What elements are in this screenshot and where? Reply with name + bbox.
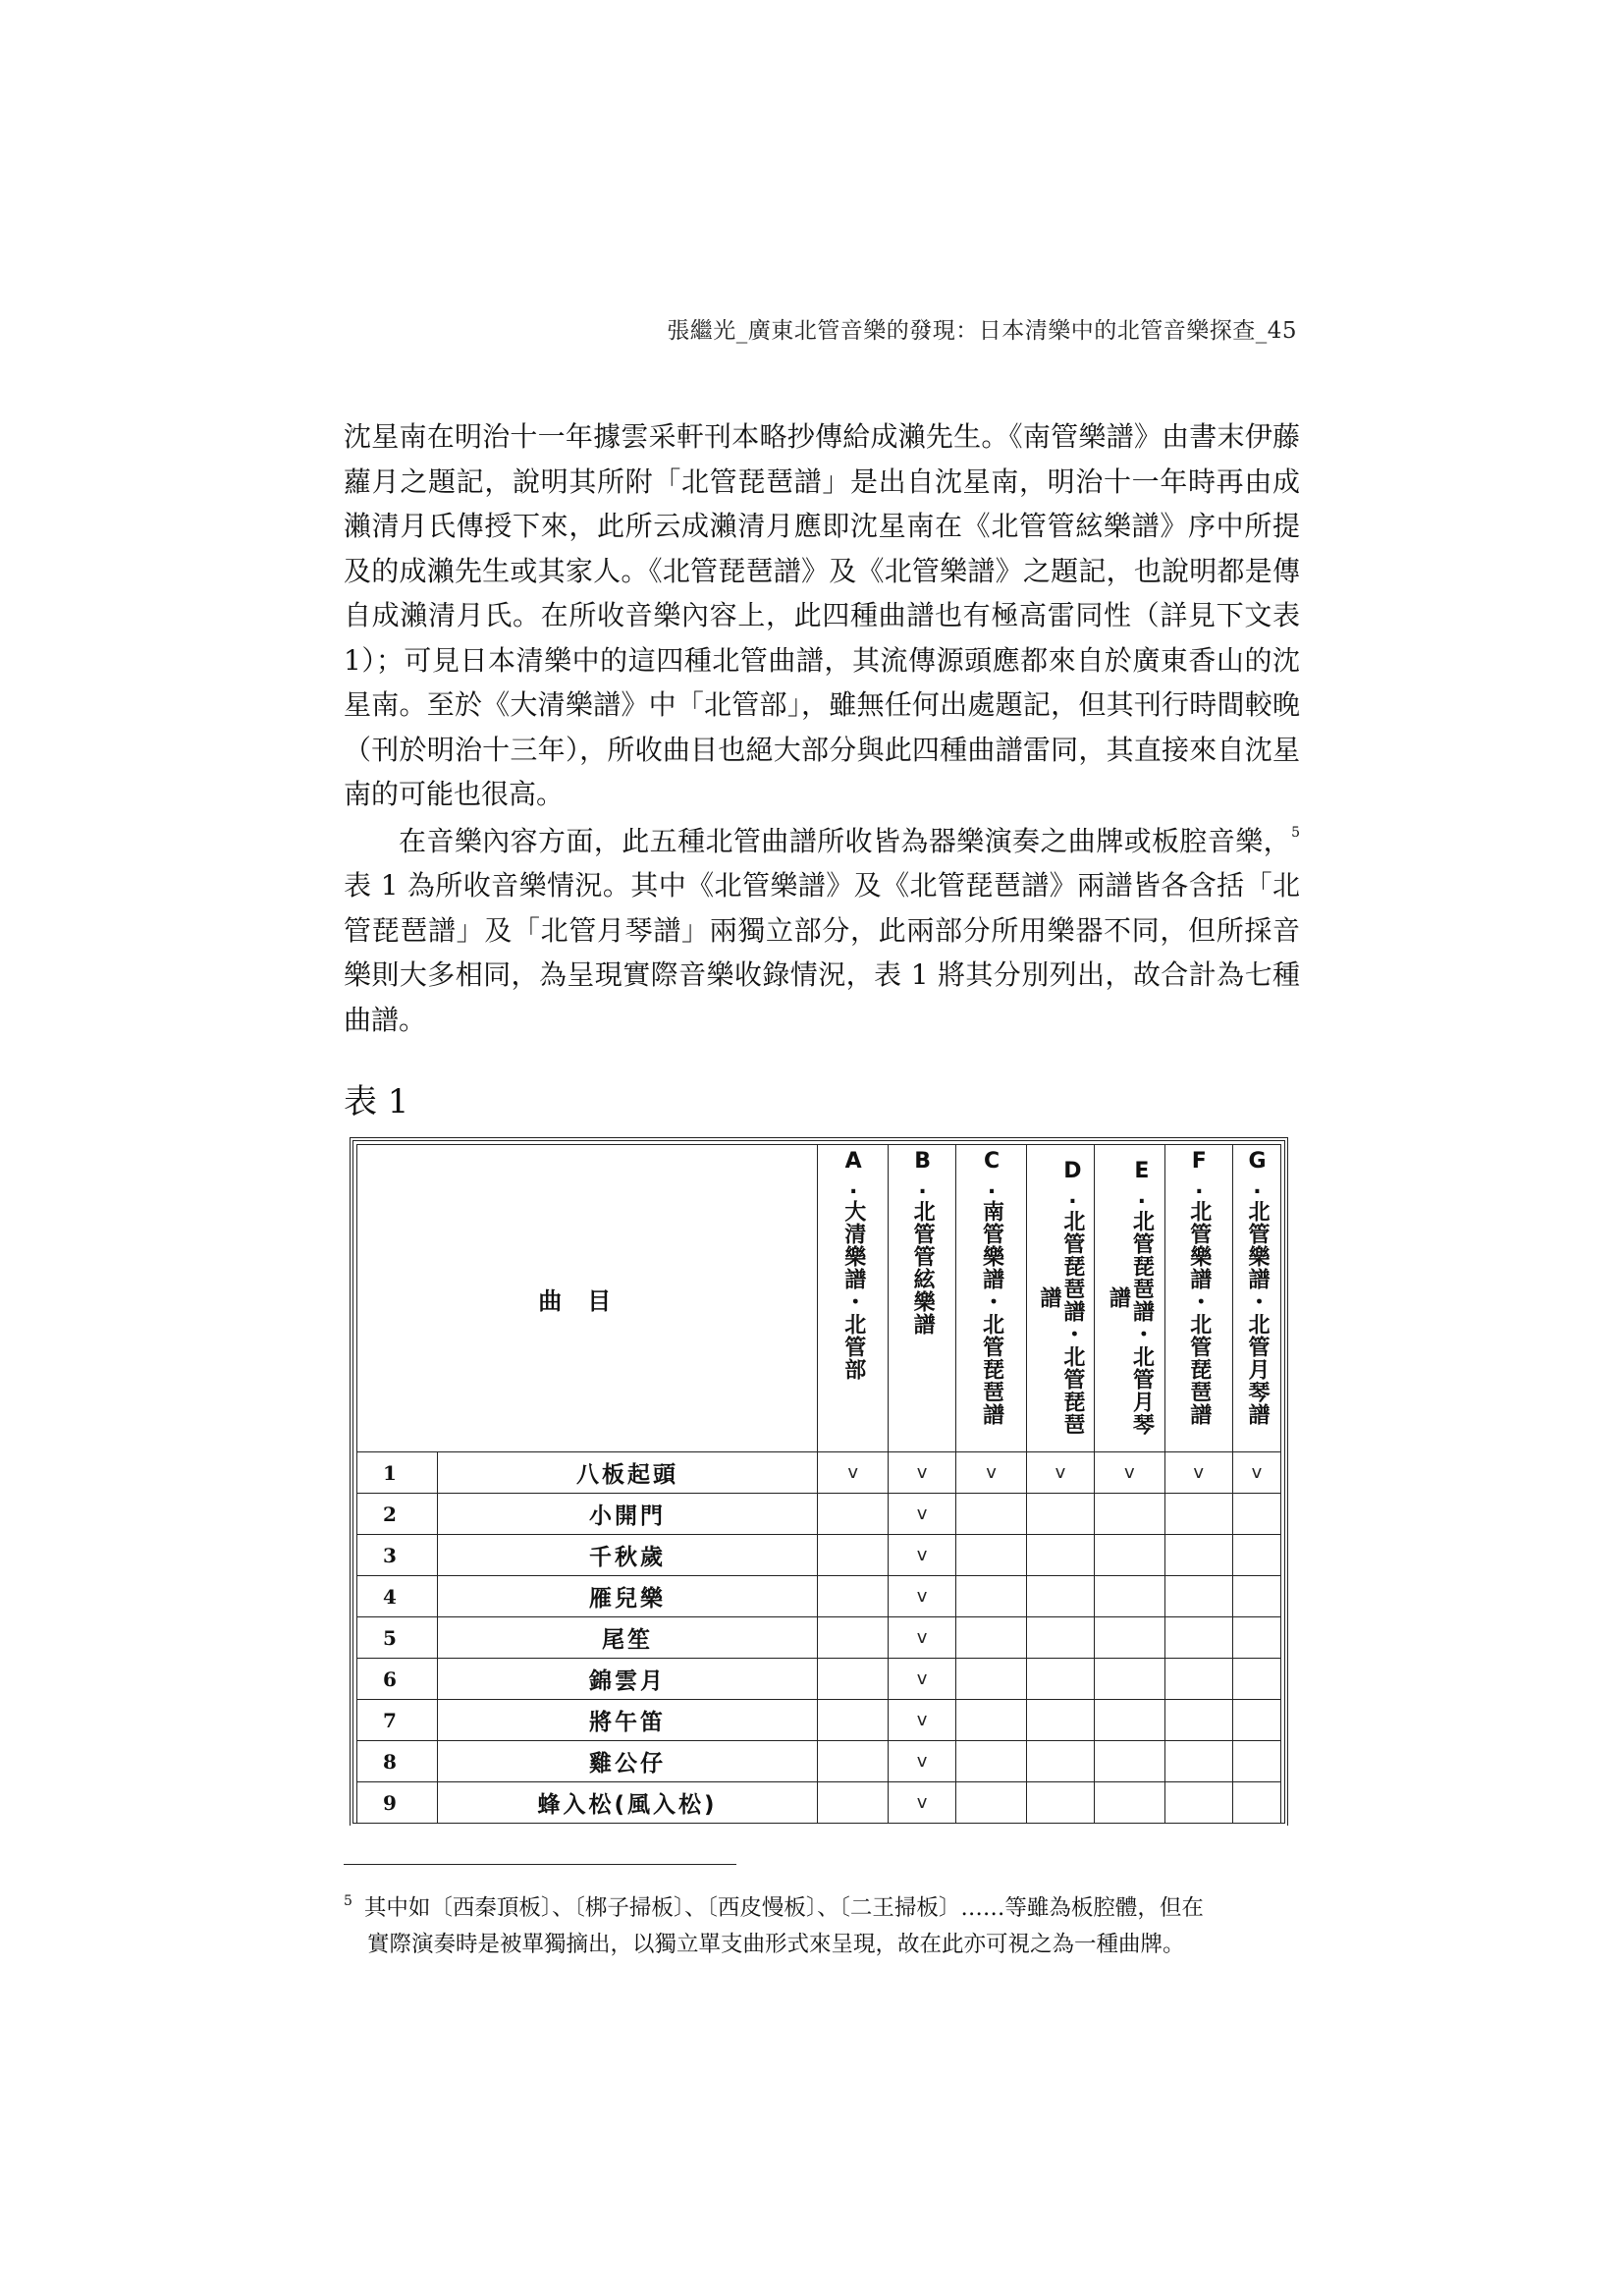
check-mark	[1164, 1617, 1232, 1659]
check-mark	[1164, 1576, 1232, 1617]
piece-name: 雁兒樂	[437, 1576, 818, 1617]
table-frame	[350, 1137, 1288, 1826]
check-mark: v	[956, 1452, 1026, 1494]
check-mark	[1026, 1700, 1094, 1741]
check-mark: v	[888, 1452, 955, 1494]
row-number: 3	[357, 1535, 438, 1576]
piece-name: 八板起頭	[437, 1452, 818, 1494]
check-mark: v	[1164, 1452, 1232, 1494]
check-mark: v	[888, 1700, 955, 1741]
column-header-e: E.北管琵琶譜・北管月琴譜	[1095, 1145, 1164, 1452]
check-mark: v	[1095, 1452, 1164, 1494]
piece-name: 蜂入松(風入松)	[437, 1782, 818, 1824]
check-mark: v	[888, 1535, 955, 1576]
table-row	[357, 1741, 1281, 1782]
check-mark	[1026, 1741, 1094, 1782]
check-mark	[1232, 1576, 1280, 1617]
score-table	[356, 1144, 1281, 1824]
check-mark	[1232, 1782, 1280, 1824]
table-row	[357, 1617, 1281, 1659]
check-mark	[1164, 1659, 1232, 1700]
column-header-g: G.北管樂譜・北管月琴譜	[1232, 1145, 1280, 1452]
column-header-d: D.北管琵琶譜・北管琵琶譜	[1026, 1145, 1094, 1452]
check-mark	[1232, 1700, 1280, 1741]
title-header: 曲目	[357, 1145, 818, 1452]
column-header-a: A.大清樂譜・北管部	[818, 1145, 888, 1452]
check-mark	[1095, 1700, 1164, 1741]
row-number: 2	[357, 1494, 438, 1535]
check-mark	[1026, 1535, 1094, 1576]
running-header: 張繼光_廣東北管音樂的發現：日本清樂中的北管音樂探查_45	[667, 318, 1297, 344]
check-mark	[1164, 1535, 1232, 1576]
check-mark	[1232, 1617, 1280, 1659]
check-mark	[1026, 1659, 1094, 1700]
body-text	[344, 414, 1300, 1042]
table-row	[357, 1700, 1281, 1741]
piece-name: 錦雲月	[437, 1659, 818, 1700]
check-mark: v	[888, 1576, 955, 1617]
check-mark	[818, 1741, 888, 1782]
check-mark	[1026, 1494, 1094, 1535]
check-mark: v	[888, 1617, 955, 1659]
table-row	[357, 1452, 1281, 1494]
paragraph-1: 沈星南在明治十一年據雲采軒刊本略抄傳給成瀨先生。《南管樂譜》由書末伊藤蘿月之題記，說明其所附「北管琵琶譜」是出自沈星南，明治十一年時再由成瀨清月氏傳授下來，此所云成瀨清月應即沈星南在《北管管絃樂譜》序中所提及的成瀨先生或其家人。《北管琵琶譜》及《北管樂譜》之題記，也說明都是傳自成瀨清月氏。在所收音樂內容上，此四種曲譜也有極高雷同性（詳見下文表 1）；可見日本清樂中的這四種北管曲譜，其流傳源頭應都來自於廣東香山的沈星南。至於《大清樂譜》中「北管部」，雖無任何出處題記，但其刊行時間較晚（刊於明治十三年），所收曲目也絕大部分與此四種曲譜雷同，其直接來自沈星南的可能也很高。	[344, 420, 1300, 810]
footnote-rule	[344, 1864, 736, 1865]
check-mark	[1026, 1782, 1094, 1824]
table-row	[357, 1782, 1281, 1824]
check-mark	[956, 1782, 1026, 1824]
check-mark	[818, 1535, 888, 1576]
paragraph-2	[344, 819, 1300, 1043]
check-mark	[1232, 1741, 1280, 1782]
check-mark	[1095, 1741, 1164, 1782]
paragraph-2-text-after: 表 1 為所收音樂情況。其中《北管樂譜》及《北管琵琶譜》兩譜皆各含括「北管琵琶譜」及「北管月琴譜」兩獨立部分，此兩部分所用樂器不同，但所採音樂則大多相同，為呈現實際音樂收錄情況，表 1 將其分別列出，故合計為七種曲譜。	[344, 869, 1300, 1036]
check-mark	[1095, 1576, 1164, 1617]
check-mark	[1164, 1494, 1232, 1535]
table-header-row	[357, 1145, 1281, 1452]
check-mark	[1095, 1617, 1164, 1659]
check-mark: v	[1232, 1452, 1280, 1494]
piece-name: 雞公仔	[437, 1741, 818, 1782]
check-mark	[1232, 1494, 1280, 1535]
table-title: 表 1	[344, 1082, 409, 1121]
check-mark	[956, 1700, 1026, 1741]
check-mark	[1095, 1494, 1164, 1535]
row-number: 6	[357, 1659, 438, 1700]
check-mark	[1026, 1617, 1094, 1659]
footnote-mark: 5	[344, 1893, 352, 1909]
check-mark	[1164, 1782, 1232, 1824]
check-mark	[818, 1700, 888, 1741]
footnote	[344, 1884, 1306, 1963]
check-mark	[1026, 1576, 1094, 1617]
footnote-line-2: 實際演奏時是被單獨摘出，以獨立單支曲形式來呈現，故在此亦可視之為一種曲牌。	[367, 1932, 1185, 1957]
piece-name: 尾笙	[437, 1617, 818, 1659]
check-mark	[1164, 1700, 1232, 1741]
check-mark: v	[1026, 1452, 1094, 1494]
table-row	[357, 1494, 1281, 1535]
column-header-f: F.北管樂譜・北管琵琶譜	[1164, 1145, 1232, 1452]
row-number: 5	[357, 1617, 438, 1659]
check-mark	[1095, 1659, 1164, 1700]
row-number: 1	[357, 1452, 438, 1494]
check-mark: v	[888, 1741, 955, 1782]
table-row	[357, 1576, 1281, 1617]
piece-name: 千秋歲	[437, 1535, 818, 1576]
check-mark	[956, 1576, 1026, 1617]
table-row	[357, 1535, 1281, 1576]
row-number: 7	[357, 1700, 438, 1741]
check-mark: v	[888, 1494, 955, 1535]
check-mark	[1164, 1741, 1232, 1782]
check-mark	[818, 1617, 888, 1659]
check-mark	[818, 1659, 888, 1700]
table-row	[357, 1659, 1281, 1700]
check-mark	[956, 1659, 1026, 1700]
check-mark	[956, 1494, 1026, 1535]
row-number: 4	[357, 1576, 438, 1617]
check-mark	[818, 1782, 888, 1824]
check-mark: v	[888, 1782, 955, 1824]
check-mark	[818, 1576, 888, 1617]
column-header-c: C.南管樂譜・北管琵琶譜	[956, 1145, 1026, 1452]
check-mark	[1232, 1659, 1280, 1700]
check-mark	[1095, 1535, 1164, 1576]
piece-name: 小開門	[437, 1494, 818, 1535]
check-mark	[1232, 1535, 1280, 1576]
paragraph-2-text: 在音樂內容方面，此五種北管曲譜所收皆為器樂演奏之曲牌或板腔音樂，	[399, 824, 1292, 857]
row-number: 9	[357, 1782, 438, 1824]
check-mark	[956, 1741, 1026, 1782]
check-mark	[818, 1494, 888, 1535]
footnote-ref[interactable]: 5	[1291, 824, 1300, 841]
piece-name: 將午笛	[437, 1700, 818, 1741]
check-mark	[956, 1535, 1026, 1576]
check-mark: v	[818, 1452, 888, 1494]
check-mark: v	[888, 1659, 955, 1700]
row-number: 8	[357, 1741, 438, 1782]
footnote-text-1: 其中如〔西秦頂板〕、〔梆子掃板〕、〔西皮慢板〕、〔二王掃板〕……等雖為板腔體，但在	[363, 1895, 1204, 1921]
column-header-b: B.北管管絃樂譜	[888, 1145, 955, 1452]
check-mark	[956, 1617, 1026, 1659]
footnote-line-1	[344, 1884, 1306, 1927]
check-mark	[1095, 1782, 1164, 1824]
